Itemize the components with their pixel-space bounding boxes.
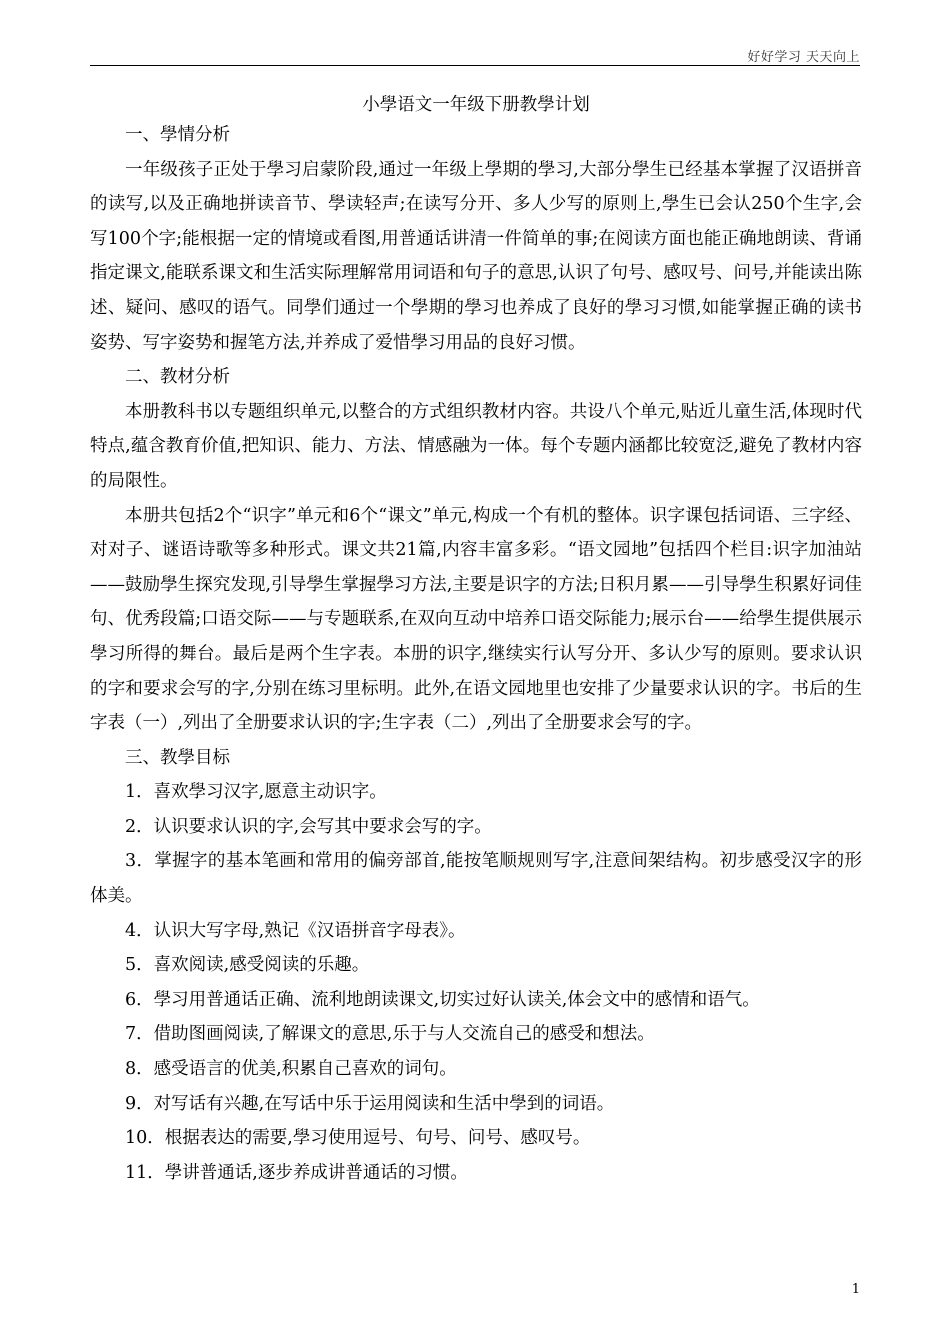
paragraph: 一年级孩子正处于學习启蒙阶段,通过一年级上學期的學习,大部分學生已经基本掌握了汉语拼音的读写,以及正确地拼读音节、學读轻声;在读写分开、多人少写的原则上,學生已会认250个生字,会写100个字;能根据一定的情境或看图,用普通话讲清一件简单的事;在阅读方面也能正确地朗读、背诵指定课文,能联系课文和生活实际理解常用词语和句子的意思,认识了句号、感叹号、问号,并能读出陈述、疑问、感叹的语气。同學们通过一个學期的學习也养成了良好的學习习惯,如能掌握正确的读书姿势、写字姿势和握笔方法,并养成了爱惜學习用品的良好习惯。: [90, 159, 862, 353]
section-heading-teaching-goals: 三、教學目标: [125, 747, 230, 768]
goal-item: 11．學讲普通话,逐步养成讲普通话的习惯。: [125, 1162, 468, 1183]
goal-item: 10．根据表达的需要,學习使用逗号、句号、问号、感叹号。: [125, 1128, 591, 1149]
goal-item: 5．喜欢阅读,感受阅读的乐趣。: [125, 955, 370, 976]
goal-item: 9．对写话有兴趣,在写话中乐于运用阅读和生活中學到的词语。: [125, 1093, 615, 1114]
section-heading-textbook-analysis: 二、教材分析: [125, 367, 230, 388]
goal-item: 8．感受语言的优美,积累自己喜欢的词句。: [125, 1059, 457, 1080]
goal-item: 4．认识大写字母,熟记《汉语拼音字母表》。: [125, 920, 466, 941]
goal-item: 7．借助图画阅读,了解课文的意思,乐于与人交流自己的感受和想法。: [125, 1024, 655, 1045]
goal-item: 6．學习用普通话正确、流利地朗读课文,切实过好认读关,体会文中的感情和语气。: [125, 989, 760, 1010]
document-body: [90, 92, 862, 1190]
paragraph: 本册教科书以专题组织单元,以整合的方式组织教材内容。共设八个单元,贴近儿童生活,体现时代特点,蕴含教育价值,把知识、能力、方法、情感融为一体。每个专题内涵都比较宽泛,避免了教材内容的局限性。: [90, 401, 862, 491]
document-title: 小學语文一年级下册教學计划: [362, 95, 590, 115]
header-divider: [90, 65, 860, 66]
section-heading-learning-analysis: 一、學情分析: [125, 125, 230, 145]
goal-item: 1．喜欢學习汉字,愿意主动识字。: [125, 782, 387, 803]
page-number: 1: [851, 1282, 860, 1297]
page-header-text: 好好学习 天天向上: [747, 50, 860, 65]
paragraph: 本册共包括2个“识字”单元和6个“课文”单元,构成一个有机的整体。识字课包括词语、三字经、对对子、谜语诗歌等多种形式。课文共21篇,内容丰富多彩。“语文园地”包括四个栏目:识字加油站——鼓励學生探究发现,引导學生掌握學习方法,主要是识字的方法;日积月累——引导學生积累好词佳句、优秀段篇;口语交际——与专题联系,在双向互动中培养口语交际能力;展示台——给學生提供展示學习所得的舞台。最后是两个生字表。本册的识字,继续实行认写分开、多认少写的原则。要求认识的字和要求会写的字,分别在练习里标明。此外,在语文园地里也安排了少量要求认识的字。书后的生字表（一）,列出了全册要求认识的字;生字表（二）,列出了全册要求会写的字。: [90, 505, 862, 734]
goal-item: 2．认识要求认识的字,会写其中要求会写的字。: [125, 816, 492, 837]
goal-item: 3．掌握字的基本笔画和常用的偏旁部首,能按笔顺规则写字,注意间架结构。初步感受汉字的形体美。: [90, 851, 862, 907]
